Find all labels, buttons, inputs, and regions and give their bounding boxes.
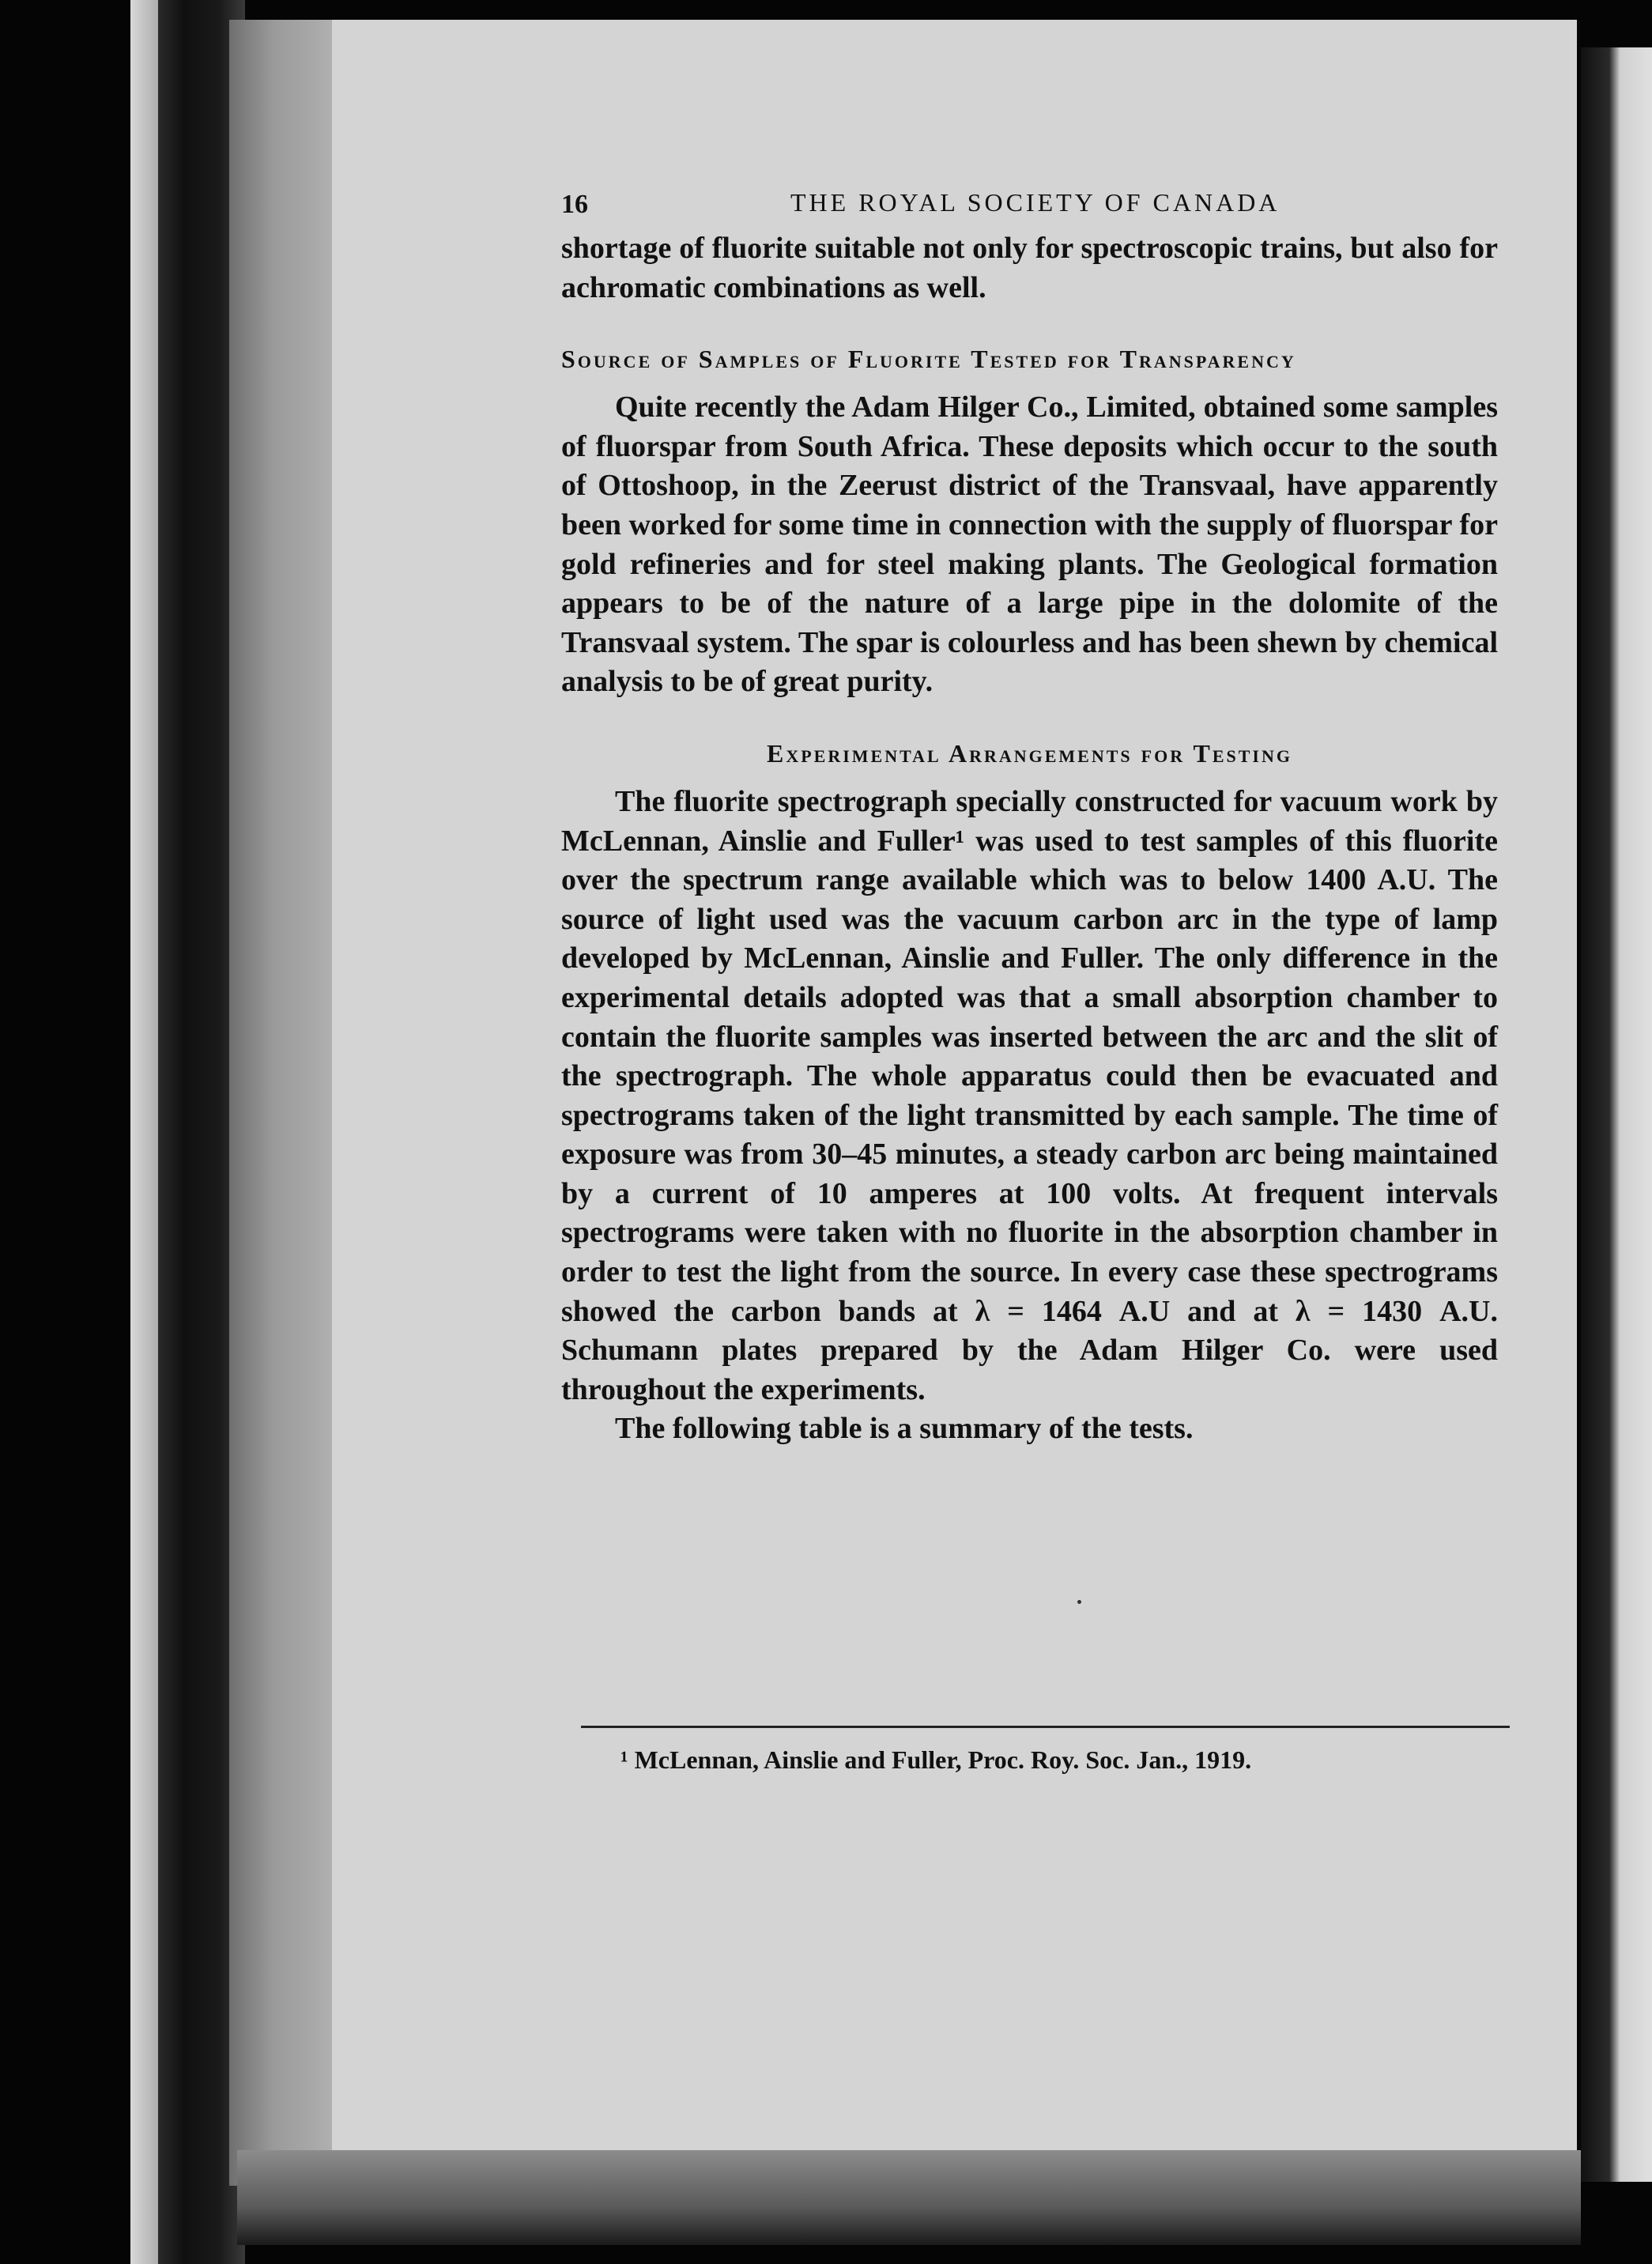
- page-bottom-shadow: [237, 2150, 1581, 2245]
- section-heading-source: Source of Samples of Fluorite Tested for Transparency: [561, 345, 1296, 374]
- footnote: ¹ McLennan, Ainslie and Fuller, Proc. Roy. Soc. Jan., 1919.: [620, 1745, 1252, 1774]
- running-title: THE ROYAL SOCIETY OF CANADA: [790, 188, 1280, 217]
- footnote-rule: [581, 1726, 1510, 1728]
- paragraph-source: Quite recently the Adam Hilger Co., Limited, obtained some samples of fluorspar from South Africa. These deposits which occur to the south of Ottoshoop, in the Zeerust district of the Transvaal, have apparently been worked for some time in connection with the supply of fluorspar for gold refineries and for steel making plants. The Geological formation appears to be of the nature of a large pipe in the dolomite of the Transvaal system. The spar is colourless and has been shewn by chemical analysis to be of great purity.: [561, 391, 1498, 699]
- paragraph-continued: shortage of fluorite suitable not only for spectroscopic trains, but also for achromatic combinations as well.: [561, 232, 1498, 304]
- page-number: 16: [561, 190, 588, 219]
- speck: [1077, 1600, 1081, 1604]
- page-header: [561, 182, 1498, 229]
- page-text: [561, 182, 1498, 1449]
- paragraph-experimental: The fluorite spectrograph specially constructed for vacuum work by McLennan, Ainslie and Fuller¹ was used to test samples of this fluorite over the spectrum range available which was to below 1400 A.U. The source of light used was the vacuum carbon arc in the type of lamp developed by McLennan, Ainslie and Fuller. The only difference in the experimental details adopted was that a small absorption chamber to contain the fluorite samples was inserted between the arc and the slit of the spectrograph. The whole apparatus could then be evacuated and spectrograms taken of the light transmitted by each sample. The time of exposure was from 30–45 minutes, a steady carbon arc being maintained by a current of 10 amperes at 100 volts. At frequent intervals spectrograms were taken with no fluorite in the absorption chamber in order to test the light from the source. In every case these spectrograms showed the carbon bands at λ = 1464 A.U and at λ = 1430 A.U. Schumann plates prepared by the Adam Hilger Co. were used throughout the experiments.: [561, 784, 1498, 1406]
- binding-strip: [229, 20, 340, 2186]
- section-heading-experimental: Experimental Arrangements for Testing: [767, 738, 1292, 768]
- facing-page-edge: [1581, 47, 1652, 2182]
- paragraph-table-intro: The following table is a summary of the tests.: [615, 1412, 1194, 1446]
